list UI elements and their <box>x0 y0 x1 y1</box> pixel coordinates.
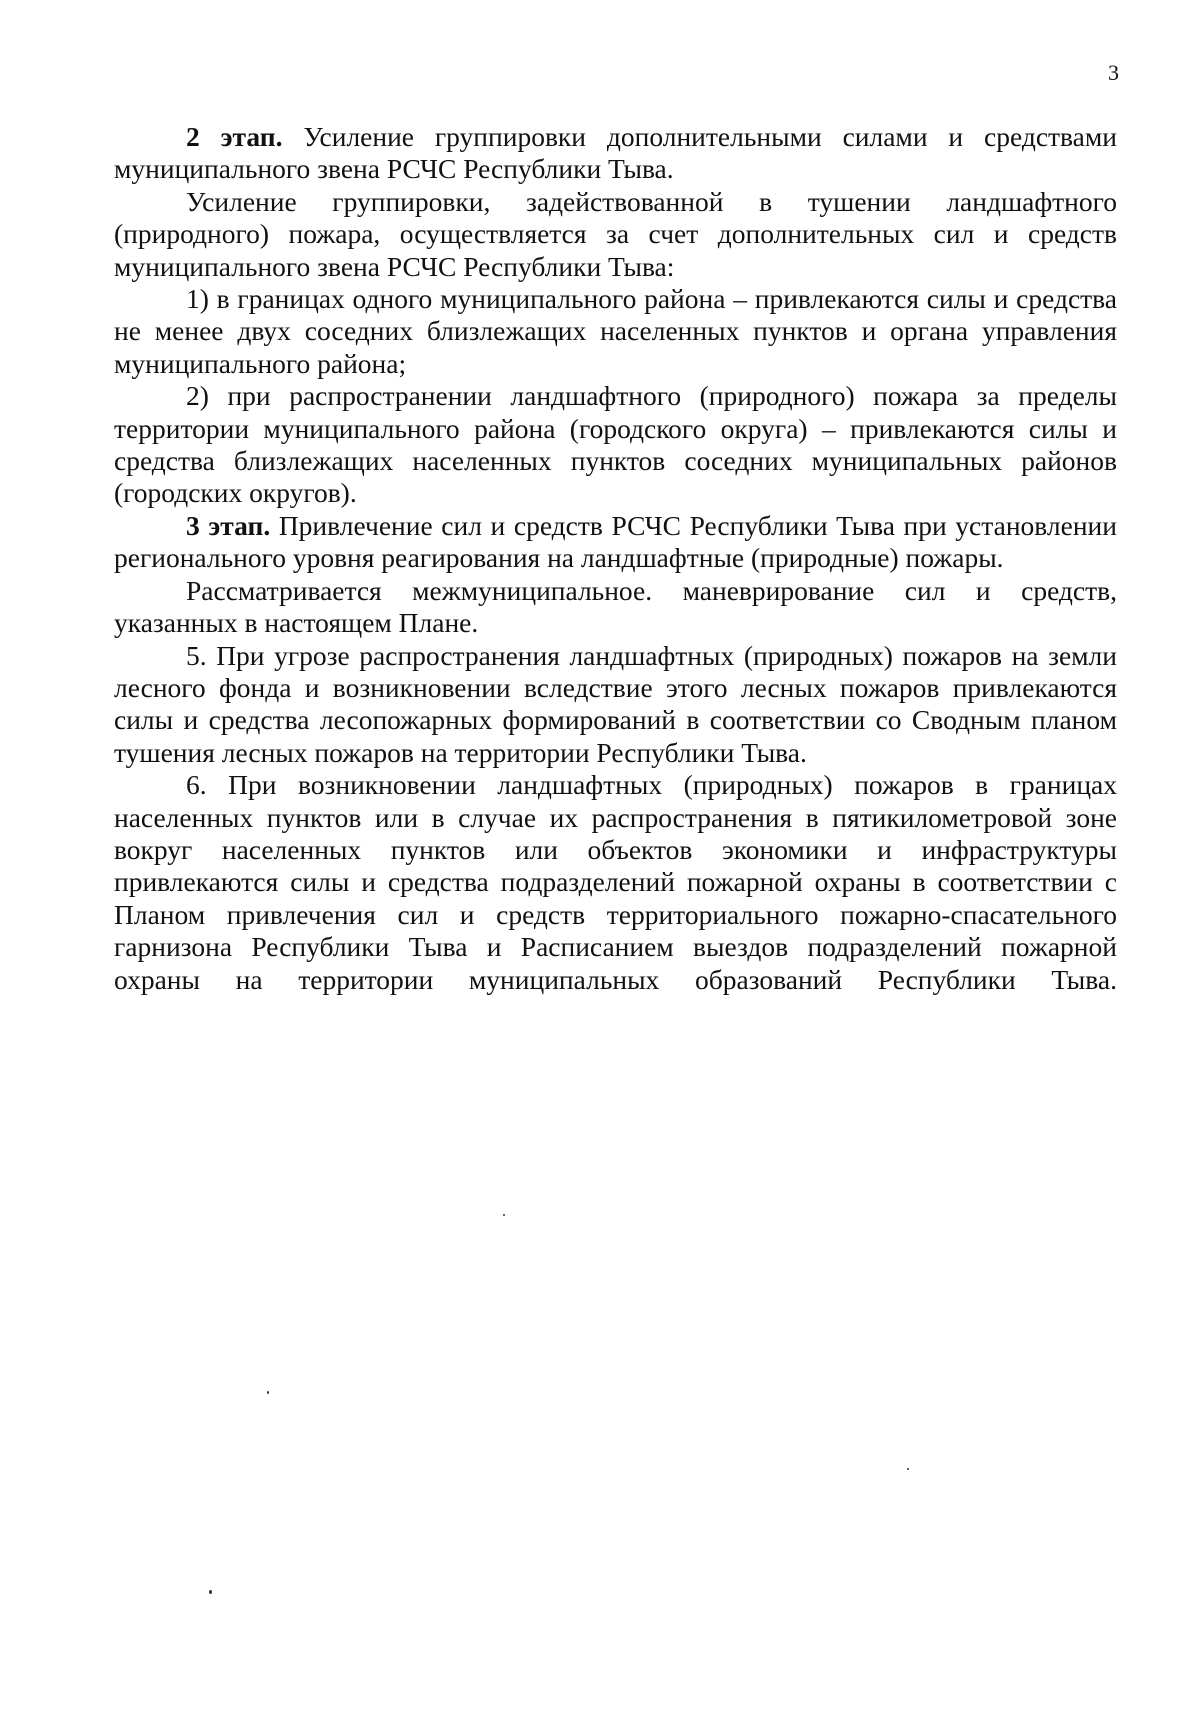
paragraph-maneuvering: Рассматривается межмуниципальное. маневрирование сил и средств, указанных в настоящем Плане. <box>114 574 1117 639</box>
document-body <box>114 121 1117 996</box>
stage-3-text: Привлечение сил и средств РСЧС Республики Тыва при установлении регионального уровня реагирования на ландшафтные (природные) пожары. <box>114 509 1117 574</box>
paragraph-item-1: 1) в границах одного муниципального района – привлекаются силы и средства не менее двух соседних близлежащих населенных пунктов и органа управления муниципального района; <box>114 283 1117 379</box>
paragraph-point-5: 5. При угрозе распространения ландшафтных (природных) пожаров на земли лесного фонда и возникновении вследствие этого лесных пожаров привлекаются силы и средства лесопожарных формирований в соответствии со Сводным планом тушения лесных пожаров на территории Республики Тыва. <box>114 639 1117 768</box>
paragraph-stage-2 <box>114 121 1117 186</box>
page-number: 3 <box>1108 60 1119 85</box>
scan-speck <box>267 1391 269 1394</box>
paragraph-point-6: 6. При возникновении ландшафтных (природных) пожаров в границах населенных пунктов или в случае их распространения в пятикилометровой зоне вокруг населенных пунктов или объектов экономики и инфраструктуры привлекаются силы и средства подразделений пожарной охраны в соответствии с Планом привлечения сил и средств территориального пожарно-спасательного гарнизона Республики Тыва и Расписанием выездов подразделений пожарной охраны на территории муниципальных образований Республики Тыва. <box>114 769 1117 995</box>
paragraph-reinforcement: Усиление группировки, задействованной в тушении ландшафтного (природного) пожара, осуществляется за счет дополнительных сил и средств муниципального звена РСЧС Республики Тыва: <box>114 185 1117 282</box>
scan-speck <box>503 1214 505 1216</box>
stage-2-label: 2 этап. <box>186 121 283 152</box>
scan-speck <box>907 1468 909 1470</box>
stage-3-label: 3 этап. <box>186 509 271 541</box>
stage-2-text: Усиление группировки дополнительными силами и средствами муниципального звена РСЧС Республики Тыва. <box>114 121 1117 185</box>
paragraph-item-2: 2) при распространении ландшафтного (природного) пожара за пределы территории муниципального района (городского округа) – привлекаются силы и средства близлежащих населенных пунктов соседних муниципальных районов (городских округов). <box>114 380 1117 509</box>
paragraph-stage-3 <box>114 510 1117 575</box>
scan-speck <box>209 1590 212 1594</box>
